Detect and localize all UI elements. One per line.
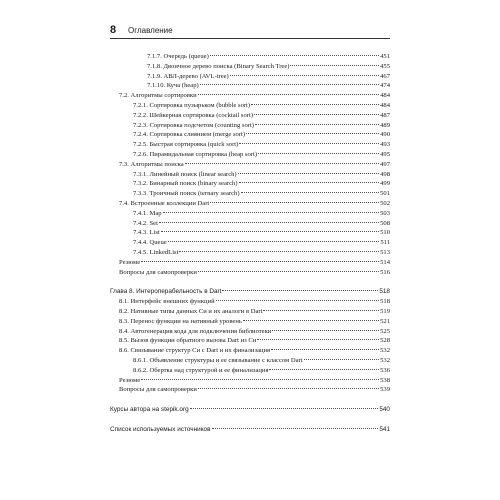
- toc-group-courses: [110, 405, 390, 415]
- dot-leader: [198, 94, 379, 95]
- toc-entry-page: 503: [380, 209, 390, 217]
- toc-entry-title: 7.3.2. Бинарный поиск (binary search): [133, 180, 238, 188]
- toc-entry-title: 7.4.2. Set: [133, 219, 158, 227]
- dot-leader: [168, 241, 380, 242]
- toc-entry[interactable]: [110, 248, 390, 258]
- toc-entry[interactable]: [110, 346, 390, 356]
- dot-leader: [251, 104, 379, 105]
- toc-entry-page: 493: [380, 141, 390, 149]
- toc-entry-page: 474: [380, 82, 390, 90]
- toc-entry-page: 495: [380, 150, 390, 158]
- toc-entry-title: 7.4.4. Queue: [133, 239, 167, 247]
- toc-entry-page: 514: [380, 258, 390, 266]
- dot-leader: [141, 261, 379, 262]
- toc-entry-page: 489: [380, 121, 390, 129]
- toc-entry[interactable]: [110, 72, 390, 82]
- dot-leader: [239, 182, 380, 183]
- dot-leader: [159, 222, 379, 223]
- toc-entry-title: 7.2. Алгоритмы сортировки: [119, 92, 197, 100]
- toc-entry[interactable]: [110, 101, 390, 111]
- toc-entry-page: 536: [380, 366, 390, 374]
- running-title: Оглавление: [128, 26, 173, 35]
- toc-entry-title: 7.3.3. Троичный поиск (ternary search): [133, 190, 240, 198]
- toc-entry[interactable]: [110, 130, 390, 140]
- toc-entry-page: 539: [380, 386, 390, 394]
- toc-entry-title: 8.6. Связывание структур Си с Dart и их финализация: [119, 347, 271, 355]
- toc-entry-page: 519: [380, 307, 390, 315]
- page-header: [110, 24, 390, 39]
- toc-entry-page: 502: [380, 199, 390, 207]
- dot-leader: [198, 271, 379, 272]
- toc-entry-title: 7.2.1. Сортировка пузырьком (bubble sort): [133, 101, 251, 109]
- dot-leader: [238, 173, 379, 174]
- toc-entry[interactable]: [110, 150, 390, 160]
- toc-entry[interactable]: [110, 140, 390, 150]
- dot-leader: [246, 133, 379, 134]
- toc-group-chapter-7: [110, 52, 390, 277]
- toc-entry[interactable]: [110, 62, 390, 72]
- dot-leader: [161, 231, 379, 232]
- toc-entry[interactable]: [110, 170, 390, 180]
- toc-group-chapter-8: [110, 287, 390, 395]
- toc-entry-title: 7.3.1. Линейный поиск (linear search): [133, 170, 237, 178]
- dot-leader: [216, 300, 380, 301]
- toc-entry-title: 7.1.9. АВЛ-дерево (AVL-tree): [147, 72, 229, 80]
- toc-entry-title: 7.2.6. Пирамидальная сортировка (heap sort): [133, 150, 258, 158]
- toc-entry-page: 521: [380, 317, 390, 325]
- toc-entry-title: 7.2.2. Шейкерная сортировка (cocktail sort): [133, 111, 254, 119]
- dot-leader: [304, 359, 380, 360]
- toc-entry-title: Вопросы для самопроверки: [119, 268, 197, 276]
- toc-entry-title: 8.1. Интерфейс внешних функций: [119, 298, 215, 306]
- toc-entry-page: 525: [380, 327, 390, 335]
- dot-leader: [210, 202, 379, 203]
- toc-entry[interactable]: [110, 238, 390, 248]
- dot-leader: [230, 75, 379, 76]
- toc-entry-title: 7.2.5. Быстрая сортировка (quick sort): [133, 141, 239, 149]
- toc-entry[interactable]: [110, 121, 390, 131]
- toc-entry-page: 532: [380, 356, 390, 364]
- toc-entry[interactable]: [110, 287, 390, 297]
- toc-entry-page: 511: [380, 239, 390, 247]
- toc-entry[interactable]: [110, 307, 390, 317]
- dot-leader: [257, 339, 379, 340]
- dot-leader: [272, 330, 379, 331]
- toc-entry[interactable]: [110, 385, 390, 395]
- toc-entry-page: 490: [380, 131, 390, 139]
- toc-entry-title: 7.1.10. Куча (heap): [147, 82, 199, 90]
- toc-entry[interactable]: [110, 189, 390, 199]
- toc-entry-title: Курсы автора на stepik.org: [110, 406, 189, 414]
- dot-leader: [271, 349, 379, 350]
- toc-entry-title: Вопросы для самопроверки: [119, 386, 197, 394]
- toc-entry-page: 540: [379, 406, 390, 414]
- dot-leader: [179, 251, 379, 252]
- dot-leader: [163, 212, 380, 213]
- toc-entry-title: 7.1.7. Очередь (queue): [147, 53, 209, 60]
- toc-entry-title: 8.3. Перенос функции на нативный уровень: [119, 317, 242, 325]
- dot-leader: [290, 65, 379, 66]
- toc-entry-page: 498: [380, 170, 390, 178]
- toc-entry-page: 518: [380, 298, 390, 306]
- toc-entry[interactable]: [110, 336, 390, 346]
- toc-entry-title: Резюме: [119, 258, 141, 266]
- toc-entry-title: Список используемых источников: [110, 425, 211, 433]
- dot-leader: [190, 408, 379, 409]
- dot-leader: [258, 153, 379, 154]
- toc-entry-page: 528: [380, 337, 390, 345]
- dot-leader: [212, 428, 379, 429]
- toc-entry-page: 541: [379, 425, 390, 433]
- toc-entry-title: Резюме: [119, 376, 141, 384]
- toc-entry[interactable]: [110, 425, 390, 435]
- toc-entry-page: 467: [380, 72, 390, 80]
- toc-entry-title: 7.4.5. LinkedList: [133, 248, 179, 256]
- toc-entry-page: 510: [380, 229, 390, 237]
- toc-entry-title: 8.6.1. Объявление структуры и ее связывание с классом Dart: [133, 356, 303, 364]
- toc-entry-title: 7.4.1. Map: [133, 209, 162, 217]
- dot-leader: [269, 369, 379, 370]
- toc-entry[interactable]: [110, 160, 390, 170]
- toc-entry[interactable]: [110, 228, 390, 238]
- toc-entry[interactable]: [110, 91, 390, 101]
- toc-entry[interactable]: [110, 219, 390, 229]
- toc-entry[interactable]: [110, 52, 390, 62]
- dot-leader: [185, 163, 379, 164]
- toc-entry-page: 499: [380, 180, 390, 188]
- toc-entry[interactable]: [110, 199, 390, 209]
- toc-entry[interactable]: [110, 327, 390, 337]
- toc-entry-title: 7.4.3. List: [133, 229, 160, 237]
- toc-entry-page: 455: [380, 62, 390, 70]
- toc-entry-page: 532: [380, 347, 390, 355]
- toc-entry[interactable]: [110, 356, 390, 366]
- toc-entry[interactable]: [110, 111, 390, 121]
- toc-group-sources: [110, 425, 390, 435]
- toc-entry-title: 7.4. Встроенные коллекции Dart: [119, 199, 210, 207]
- toc-entry-page: 516: [380, 268, 390, 276]
- dot-leader: [200, 84, 379, 85]
- dot-leader: [141, 379, 379, 380]
- toc-entry-page: 487: [380, 111, 390, 119]
- dot-leader: [255, 124, 379, 125]
- toc-entry-page: 497: [380, 160, 390, 168]
- toc-entry[interactable]: [110, 405, 390, 415]
- dot-leader: [243, 320, 379, 321]
- toc-entry[interactable]: [110, 209, 390, 219]
- toc-entry-title: Глава 8. Интероперабельность в Dart: [110, 288, 222, 296]
- toc-entry-title: 8.2. Нативные типы данных Си и их аналоги в Dart: [119, 307, 263, 315]
- dot-leader: [198, 388, 379, 389]
- dot-leader: [263, 310, 379, 311]
- toc-entry-page: 538: [380, 376, 390, 384]
- toc-entry-page: 484: [380, 101, 390, 109]
- toc-entry[interactable]: [110, 81, 390, 91]
- toc-entry-title: 8.6.2. Обертка над структурой и ее финализация: [133, 366, 269, 374]
- toc-entry-page: 518: [379, 288, 390, 296]
- toc-entry-page: 513: [380, 248, 390, 256]
- toc-entry-title: 7.2.4. Сортировка слиянием (merge sort): [133, 131, 246, 139]
- dot-leader: [210, 55, 379, 56]
- toc-entry-title: 7.1.8. Двоичное дерево поиска (Binary Search Tree): [147, 62, 290, 70]
- dot-leader: [222, 290, 378, 291]
- toc-entry[interactable]: [110, 317, 390, 327]
- toc-entry-page: 484: [380, 92, 390, 100]
- toc-entry[interactable]: [110, 376, 390, 386]
- toc-entry-title: 7.2.3. Сортировка подсчетом (counting sort): [133, 121, 255, 129]
- dot-leader: [239, 143, 379, 144]
- toc-entry-page: 508: [380, 219, 390, 227]
- toc-entry-page: 501: [380, 190, 390, 198]
- toc-entry[interactable]: [110, 179, 390, 189]
- toc-entry[interactable]: [110, 258, 390, 268]
- toc-entry-title: 8.5. Вызов функции обратного вызова Dart из Си: [119, 337, 257, 345]
- toc-entry[interactable]: [110, 268, 390, 278]
- toc-entry[interactable]: [110, 366, 390, 376]
- toc-entry-page: 451: [380, 53, 390, 60]
- toc-entry[interactable]: [110, 297, 390, 307]
- dot-leader: [254, 114, 379, 115]
- page-number: 8: [110, 24, 117, 36]
- table-of-contents: [110, 52, 390, 435]
- toc-entry-title: 7.3. Алгоритмы поиска: [119, 160, 184, 168]
- toc-entry-title: 8.4. Автогенерация кода для подключения библиотеки: [119, 327, 272, 335]
- dot-leader: [241, 192, 380, 193]
